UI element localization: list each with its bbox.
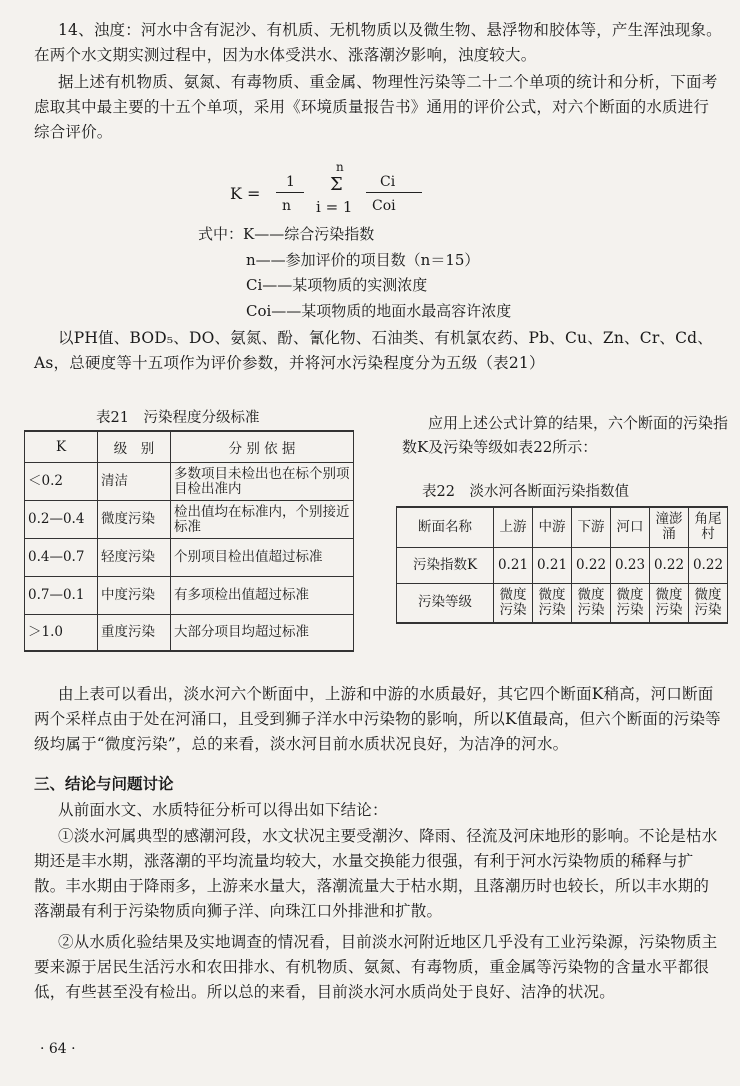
table21-caption: 表21 污染程度分级标准 — [96, 410, 260, 426]
table22-pollution-index — [396, 506, 728, 624]
table21-cell: 0.2—0.4 — [25, 501, 98, 539]
table22-header: 角尾村 — [689, 507, 728, 547]
table22-cell: 0.23 — [611, 547, 650, 583]
table22-header: 中游 — [533, 507, 572, 547]
paragraph-turbidity: 14、浊度：河水中含有泥沙、有机质、无机物质以及微生物、悬浮物和胶体等，产生浑浊现象。在两个水文期实测过程中，因为水体受洪水、涨落潮汐影响，浊度较大。 — [34, 21, 722, 64]
table21-cell: 检出值均在标准内，个别接近标准 — [171, 501, 354, 539]
table21-cell: 中度污染 — [98, 577, 171, 615]
paragraph-analysis: 由上表可以看出，淡水河六个断面中，上游和中游的水质最好，其它四个断面K稍高，河口断面两个采样点由于处在河涌口，且受到狮子洋水中污染物的影响，所以K值最高，但六个断面的污染等级均属于“微度污染”，总的来看，淡水河目前水质状况良好，为洁净的河水。 — [34, 685, 721, 753]
table21-cell: ＞1.0 — [25, 615, 98, 651]
table-row — [25, 539, 354, 577]
table22-cell: 0.22 — [650, 547, 689, 583]
table22-cell: 污染指数K — [397, 547, 494, 583]
definition-ci: Ci——某项物质的实测浓度 — [246, 276, 428, 294]
table21-cell: ＜0.2 — [25, 463, 98, 501]
table-row — [397, 583, 728, 623]
table21-cell: 个别项目检出值超过标准 — [171, 539, 354, 577]
table22-header: 上游 — [494, 507, 533, 547]
table22-header: 下游 — [572, 507, 611, 547]
table21-cell: 0.4—0.7 — [25, 539, 98, 577]
formula-frac1-num: 1 — [286, 174, 295, 190]
table22-cell: 0.22 — [572, 547, 611, 583]
table22-header-section: 断面名称 — [397, 507, 494, 547]
definition-n: n——参加评价的项目数（n＝15） — [246, 250, 480, 269]
formula-frac2-den: Coi — [372, 198, 396, 214]
table21-header-basis: 分 别 依 据 — [171, 431, 354, 463]
formula-lhs: K = — [230, 184, 261, 203]
table21-header-grade: 级 别 — [98, 431, 171, 463]
table-row — [397, 547, 728, 583]
table22-caption: 表22 淡水河各断面污染指数值 — [422, 484, 629, 500]
table22-cell: 微度污染 — [533, 583, 572, 623]
formula-frac-line-2 — [366, 192, 422, 193]
formula-frac1-den: n — [282, 198, 292, 214]
formula-sum-top: n — [336, 160, 344, 174]
table22-cell: 微度污染 — [572, 583, 611, 623]
table22-cell: 微度污染 — [494, 583, 533, 623]
table21-pollution-grades — [24, 430, 354, 652]
table-row — [25, 615, 354, 651]
table21-cell: 重度污染 — [98, 615, 171, 651]
table21-cell: 微度污染 — [98, 501, 171, 539]
table21-cell: 大部分项目均超过标准 — [171, 615, 354, 651]
definition-k: 式中：K——综合污染指数 — [198, 225, 375, 243]
table22-cell: 0.22 — [689, 547, 728, 583]
paragraph-parameters: 以PH值、BOD₅、DO、氨氮、酚、氰化物、石油类、有机氯农药、Pb、Cu、Zn、Cr、Cd、As，总硬度等十五项作为评价参数，并将河水污染程度分为五级（表21） — [34, 329, 714, 372]
paragraph-conclusion-1: ①淡水河属典型的感潮河段，水文状况主要受潮汐、降雨、径流及河床地形的影响。不论是枯水期还是丰水期，涨落潮的平均流量均较大，水量交换能力很强，有利于河水污染物质的稀释与扩散。丰水期由于降雨多，上游来水量大，落潮流量大于枯水期，且落潮历时也较长，所以丰水期的落潮最有利于污染物质向狮子洋、向珠江口外排泄和扩散。 — [34, 827, 718, 920]
paragraph-conclusion-2: ②从水质化验结果及实地调查的情况看，目前淡水河附近地区几乎没有工业污染源，污染物质主要来源于居民生活污水和农田排水、有机物质、氨氮、有毒物质，重金属等污染物的含量水平都很低，有些甚至没有检出。所以总的来看，目前淡水河水质尚处于良好、洁净的状况。 — [34, 933, 718, 1001]
table21-cell: 多数项目未检出也在标个别项目检出准内 — [171, 463, 354, 501]
formula-frac2-num: Ci — [380, 174, 396, 190]
table22-header: 河口 — [611, 507, 650, 547]
table21-header-k: K — [25, 431, 98, 463]
table-row — [25, 577, 354, 615]
evaluation-formula — [230, 162, 590, 222]
paragraph-conclusions-intro: 从前面水文、水质特征分析可以得出如下结论： — [58, 801, 388, 819]
section-heading: 三、结论与问题讨论 — [34, 774, 174, 793]
table22-cell: 微度污染 — [689, 583, 728, 623]
table21-cell: 0.7—0.1 — [25, 577, 98, 615]
formula-definitions — [198, 222, 511, 324]
table-row — [25, 501, 354, 539]
paragraph-evaluation-intro: 据上述有机物质、氨氮、有毒物质、重金属、物理性污染等二十二个单项的统计和分析，下面考虑取其中最主要的十五个单项，采用《环境质量报告书》通用的评价公式，对六个断面的水质进行综合评价。 — [34, 73, 718, 141]
table22-header: 潼澎涌 — [650, 507, 689, 547]
table21-cell: 清洁 — [98, 463, 171, 501]
paragraph-table22-intro: 应用上述公式计算的结果，六个断面的污染指数K及污染等级如表22所示： — [402, 414, 729, 456]
table22-cell: 微度污染 — [650, 583, 689, 623]
formula-sum-symbol: Σ — [330, 174, 343, 195]
table22-cell: 污染等级 — [397, 583, 494, 623]
table22-cell: 0.21 — [533, 547, 572, 583]
table22-cell: 微度污染 — [611, 583, 650, 623]
formula-sum-bottom: i = 1 — [316, 198, 353, 216]
table22-cell: 0.21 — [494, 547, 533, 583]
table21-cell: 轻度污染 — [98, 539, 171, 577]
formula-frac-line-1 — [276, 192, 304, 193]
definition-coi: Coi——某项物质的地面水最高容许浓度 — [246, 301, 512, 320]
table21-cell: 有多项检出值超过标准 — [171, 577, 354, 615]
page-number: · 64 · — [40, 1041, 76, 1057]
table-row — [25, 463, 354, 501]
